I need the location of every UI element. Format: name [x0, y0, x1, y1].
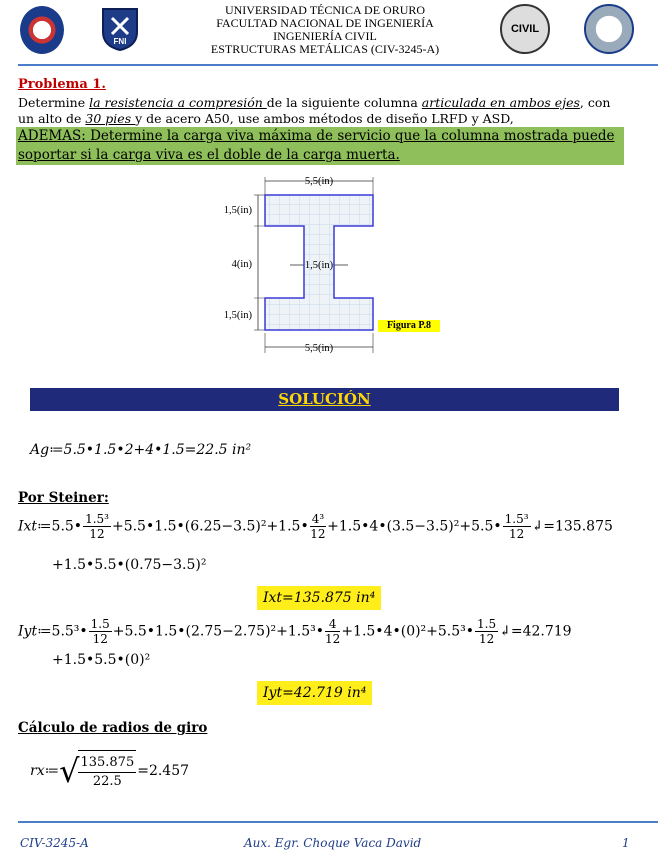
top-flange-label: 1,5(in)	[223, 205, 252, 216]
header-divider	[18, 64, 658, 66]
problem-text-underlined: 30 pies	[85, 111, 136, 126]
footer-page-number: 1	[622, 836, 630, 850]
area-equation: Ag≔5.5•1.5•2+4•1.5=22.5 in²	[30, 442, 252, 458]
web-height-label: 4(in)	[231, 259, 252, 270]
fni-shield-logo	[100, 6, 140, 52]
steiner-heading: Por Steiner:	[18, 490, 109, 506]
solution-banner	[30, 388, 619, 411]
rx-equation: rx≔ √ $\frac{135.875}{22.5}$ =2.457	[30, 751, 190, 790]
header-faculty: FACULTAD NACIONAL DE INGENIERÍA	[216, 16, 434, 30]
problem-title: Problema 1.	[18, 77, 106, 92]
problem-statement	[18, 95, 648, 127]
ixt-equation-continued: +1.5•5.5•(0.75−3.5)²	[52, 557, 207, 573]
header-university: UNIVERSIDAD TÉCNICA DE ORURO	[224, 3, 426, 17]
institution-header	[150, 4, 500, 56]
figure-caption: Figura P.8	[378, 320, 440, 332]
footer-course-code: CIV-3245-A	[20, 836, 89, 850]
problem-text-underlined: articulada en ambos ejes	[421, 95, 580, 110]
university-seal-logo	[20, 6, 64, 54]
iyt-equation-continued: +1.5•5.5•(0)²	[52, 652, 151, 668]
problem-text: un alto de	[18, 111, 86, 126]
header-course: ESTRUCTURAS METÁLICAS (CIV-3245-A)	[210, 42, 440, 56]
additional-requirement-highlight: ADEMAS: Determine la carga viva máxima de servicio que la columna mostrada puede soportar si la carga viva es el doble de la carga muerta.	[16, 127, 624, 165]
problem-text-underlined: la resistencia a compresión	[89, 95, 267, 110]
department-logo	[584, 4, 634, 54]
problem-text: , con	[579, 95, 611, 110]
svg-text:FNI: FNI	[113, 37, 127, 46]
iyt-result-highlight: Iyt=42.719 in⁴	[257, 681, 372, 705]
solution-title: SOLUCIÓN	[278, 390, 371, 408]
bottom-flange-label: 1,5(in)	[223, 310, 252, 321]
bottom-width-label: 5,5(in)	[304, 343, 334, 354]
problem-text: Determine	[18, 95, 90, 110]
top-width-label: 5,5(in)	[304, 176, 334, 187]
problem-text: de la siguiente columna	[266, 95, 422, 110]
problem-text: y de acero A50, use ambos métodos de diseño LRFD y ASD,	[135, 111, 514, 126]
web-thickness-label: 1,5(in)	[304, 260, 334, 271]
ixt-result-highlight: Ixt=135.875 in⁴	[257, 586, 381, 610]
footer-author: Aux. Egr. Choque Vaca David	[244, 836, 422, 850]
sqrt-symbol: √	[59, 751, 80, 790]
civil-engineering-logo: CIVIL	[500, 4, 550, 54]
ixt-equation: Ixt≔5.5• $\frac{\text{1.5³}}{12}$ +5.5•1.5•(6.25−3.5)²+1.5• $\frac{\text{4³}}{12}$ +1.5•4•(3.5−3.5)²+5.5• $\frac{\text{1.5³}}{12}$ ↲=135.875	[18, 512, 613, 541]
iyt-equation: Iyt≔5.5³• $\frac{1.5}{12}$ +5.5•1.5•(2.75−2.75)²+1.5³• $\frac{4}{12}$ +1.5•4•(0)²+5.5³• $\frac{1.5}{12}$ ↲=42.719	[18, 617, 572, 646]
footer-divider	[18, 821, 658, 823]
radii-heading: Cálculo de radios de giro	[18, 720, 208, 736]
header-career: INGENIERÍA CIVIL	[273, 29, 377, 43]
